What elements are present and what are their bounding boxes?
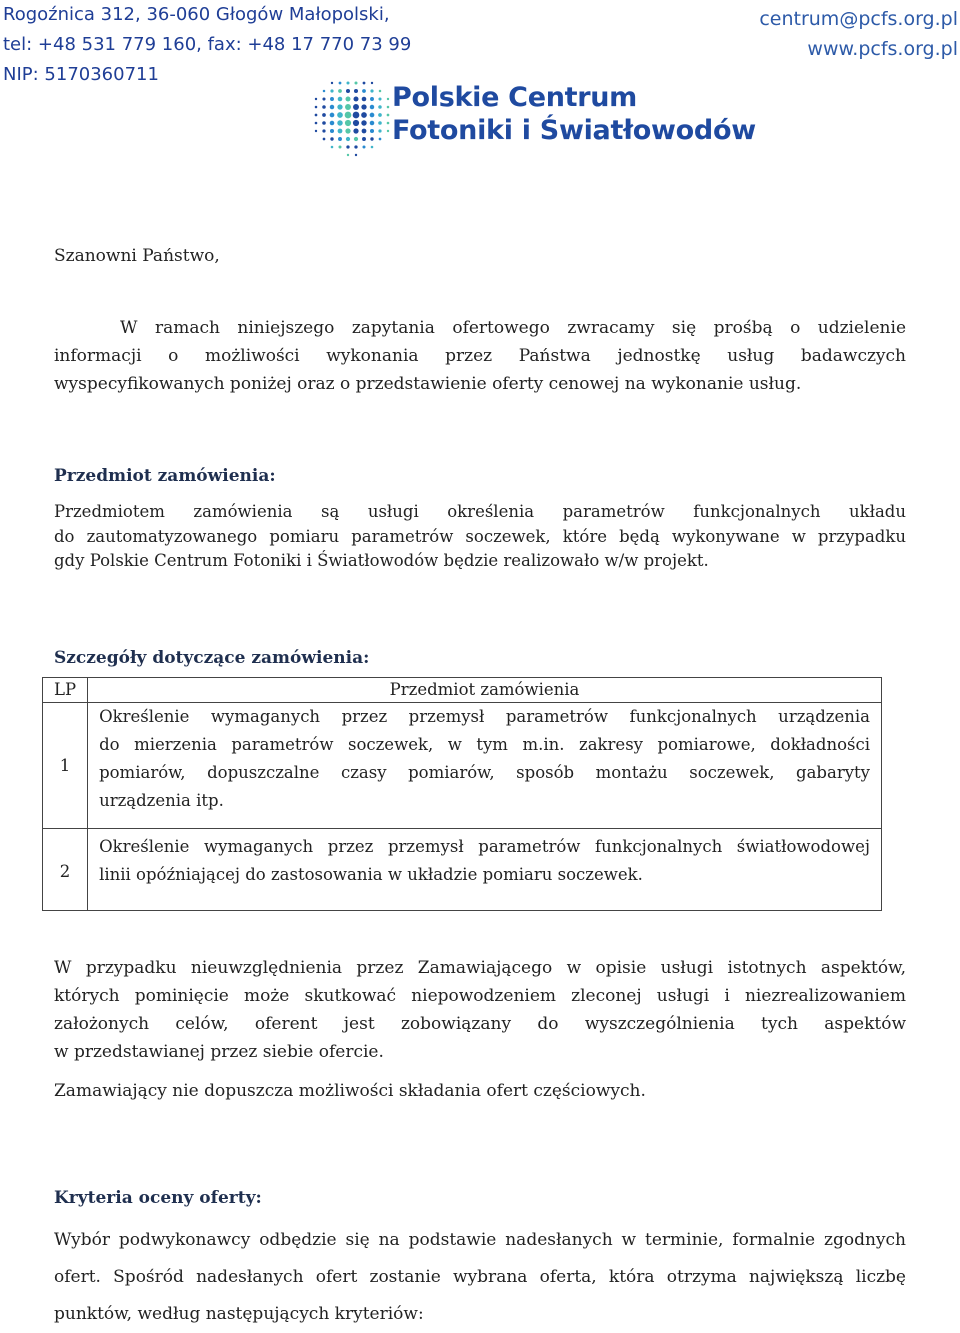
row-number: 1 [43, 703, 88, 829]
subject-heading: Przedmiot zamówienia: [54, 466, 276, 486]
details-table [42, 677, 882, 911]
nip-line: NIP: 5170360711 [3, 64, 159, 85]
company-contact [759, 4, 958, 64]
row-description: Określenie wymaganych przez przemysł parametrów funkcjonalnych urządzenia do mierzenia parametrów soczewek, w tym m.in. zakresy pomiarowe, dokładności pomiarów, dopuszczalne czasy pomiarów, sposób montażu soczewek, gabaryty urządzenia itp. [88, 703, 882, 829]
intro-paragraph [54, 314, 906, 398]
greeting: Szanowni Państwo, [54, 246, 220, 266]
row-description: Określenie wymaganych przez przemysł parametrów funkcjonalnych światłowodowej linii opóźniającej do zastosowania w układzie pomiaru soczewek. [88, 829, 882, 911]
logo-wordmark [392, 81, 756, 147]
row-number: 2 [43, 829, 88, 911]
subject-line: do zautomatyzowanego pomiaru parametrów soczewek, które będą wykonywane w przypadku [54, 526, 906, 546]
phone-fax-line: tel: +48 531 779 160, fax: +48 17 770 73 99 [3, 34, 412, 55]
table-header-row [43, 678, 882, 703]
logo-line-2: Fotoniki i Światłowodów [392, 115, 756, 146]
column-header-lp: LP [43, 678, 88, 703]
subject-paragraph [54, 500, 906, 574]
subject-line: Przedmiotem zamówienia są usługi określenia parametrów funkcjonalnych układu [54, 502, 906, 521]
omission-paragraph: W przypadku nieuwzględnienia przez Zamawiającego w opisie usługi istotnych aspektów, których pominięcie może skutkować niepowodzeniem zleconej usługi i niezrealizowaniem założonych celów, oferent jest zobowiązany do wyszczególnienia tych aspektów w przedstawianej przez siebie ofercie. [54, 958, 906, 1062]
logo-line-1: Polskie Centrum [392, 82, 638, 113]
table-row [43, 703, 882, 829]
table-row [43, 829, 882, 911]
criteria-heading: Kryteria oceny oferty: [54, 1188, 262, 1208]
email-link[interactable]: centrum@pcfs.org.pl [759, 8, 958, 30]
website-link[interactable]: www.pcfs.org.pl [807, 38, 958, 60]
dot-globe-icon [312, 71, 392, 161]
details-heading: Szczegóły dotyczące zamówienia: [54, 648, 370, 668]
partial-offers-note: Zamawiający nie dopuszcza możliwości składania ofert częściowych. [54, 1081, 646, 1101]
intro-line: W ramach niniejszego zapytania ofertowego zwracamy się prośbą o udzielenie [120, 318, 906, 338]
intro-line: informacji o możliwości wykonania przez Państwa jednostkę usług badawczych [54, 346, 906, 366]
company-logo [312, 71, 762, 161]
address-line: Rogoźnica 312, 36-060 Głogów Małopolski, [3, 4, 390, 25]
criteria-paragraph: Wybór podwykonawcy odbędzie się na podstawie nadesłanych w terminie, formalnie zgodnych ofert. Spośród nadesłanych ofert zostanie wybrana oferta, która otrzyma największą liczbę punktów, według następujących kryteriów: [54, 1230, 906, 1324]
subject-line: gdy Polskie Centrum Fotoniki i Światłowodów będzie realizowało w/w projekt. [54, 551, 709, 570]
intro-line: wyspecyfikowanych poniżej oraz o przedstawienie oferty cenowej na wykonanie usług. [54, 374, 802, 394]
column-header-subject: Przedmiot zamówienia [88, 678, 882, 703]
